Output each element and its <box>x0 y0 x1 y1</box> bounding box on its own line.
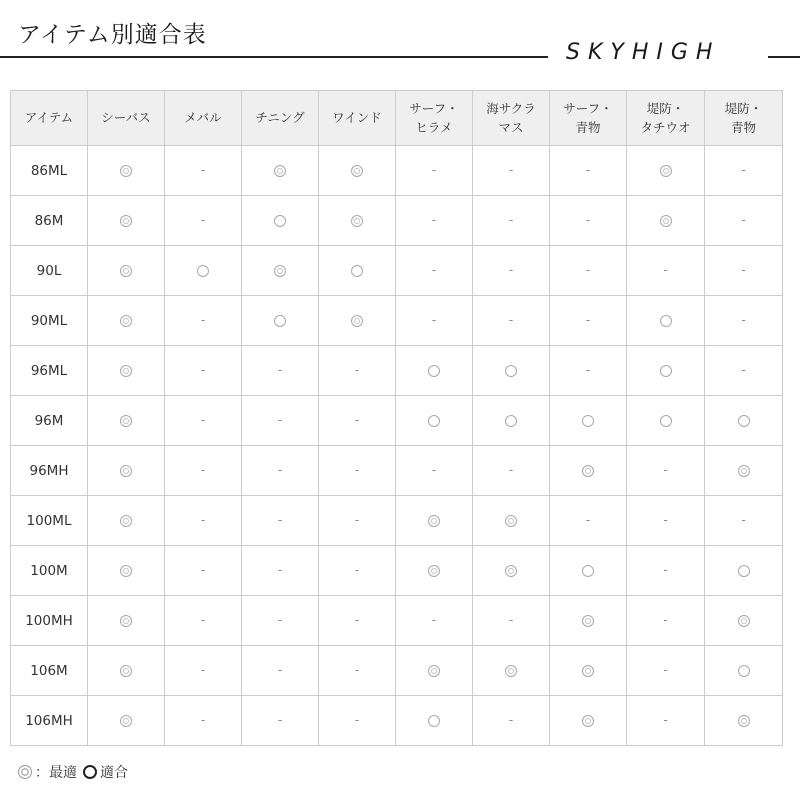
rating-cell <box>550 696 627 746</box>
best-fit-circle-icon <box>738 615 750 627</box>
fit-circle-icon <box>428 365 440 377</box>
not-applicable-dash: - <box>663 713 668 727</box>
table-row <box>11 396 783 446</box>
model-cell: 96M <box>11 396 88 446</box>
model-cell: 96MH <box>11 446 88 496</box>
best-fit-circle-icon <box>274 165 286 177</box>
not-applicable-dash: - <box>354 663 360 677</box>
not-applicable-dash: - <box>277 663 283 677</box>
rating-cell <box>88 596 165 646</box>
rating-cell <box>165 496 242 546</box>
title-divider <box>0 56 548 58</box>
rating-cell <box>705 246 783 296</box>
rating-cell <box>396 396 473 446</box>
rating-cell <box>550 246 627 296</box>
best-fit-circle-icon <box>660 215 672 227</box>
rating-cell <box>473 296 550 346</box>
best-fit-circle-icon <box>120 665 132 677</box>
rating-cell <box>88 546 165 596</box>
rating-cell <box>473 646 550 696</box>
model-cell: 86ML <box>11 146 88 196</box>
rating-cell <box>473 446 550 496</box>
rating-cell <box>88 396 165 446</box>
rating-cell <box>319 296 396 346</box>
fit-circle-icon <box>582 565 594 577</box>
rating-cell <box>88 246 165 296</box>
rating-cell <box>242 396 319 446</box>
model-cell: 90L <box>11 246 88 296</box>
best-fit-circle-icon <box>120 465 132 477</box>
fit-circle-icon <box>738 565 750 577</box>
rating-cell <box>165 446 242 496</box>
header-cell: ワインド <box>319 91 396 146</box>
rating-cell <box>319 646 396 696</box>
not-applicable-dash: - <box>277 363 283 377</box>
not-applicable-dash: - <box>431 163 437 177</box>
rating-cell <box>396 596 473 646</box>
table-row <box>11 596 783 646</box>
rating-cell <box>88 346 165 396</box>
model-cell: 106MH <box>11 696 88 746</box>
rating-cell <box>550 346 627 396</box>
not-applicable-dash: - <box>663 613 668 627</box>
rating-cell <box>319 696 396 746</box>
table-row <box>11 146 783 196</box>
rating-cell <box>705 646 783 696</box>
rating-cell <box>319 596 396 646</box>
best-fit-circle-icon <box>120 315 132 327</box>
model-cell: 100MH <box>11 596 88 646</box>
legend <box>18 762 128 782</box>
not-applicable-dash: - <box>431 463 437 477</box>
rating-cell <box>88 446 165 496</box>
not-applicable-dash: - <box>200 163 206 177</box>
table-row <box>11 546 783 596</box>
rating-cell <box>550 396 627 446</box>
rating-cell <box>705 446 783 496</box>
rating-cell <box>627 346 705 396</box>
header-cell: 堤防・ 青物 <box>705 91 783 146</box>
not-applicable-dash: - <box>663 563 668 577</box>
fit-circle-icon <box>428 715 440 727</box>
fit-circle-icon <box>660 415 672 427</box>
rating-cell <box>242 596 319 646</box>
table-row <box>11 446 783 496</box>
rating-cell <box>473 546 550 596</box>
not-applicable-dash: - <box>354 613 360 627</box>
rating-cell <box>473 596 550 646</box>
not-applicable-dash: - <box>585 313 591 327</box>
rating-cell <box>396 496 473 546</box>
fit-circle-icon <box>738 415 750 427</box>
not-applicable-dash: - <box>508 313 514 327</box>
table-row <box>11 646 783 696</box>
not-applicable-dash: - <box>354 513 360 527</box>
rating-cell <box>242 646 319 696</box>
not-applicable-dash: - <box>354 563 360 577</box>
fit-circle-icon <box>660 365 672 377</box>
not-applicable-dash: - <box>277 463 283 477</box>
rating-cell <box>550 446 627 496</box>
fit-circle-icon <box>582 415 594 427</box>
best-fit-circle-icon <box>582 665 594 677</box>
fit-circle-icon <box>274 215 286 227</box>
rating-cell <box>473 346 550 396</box>
rating-cell <box>88 196 165 246</box>
best-fit-circle-icon <box>505 515 517 527</box>
rating-cell <box>319 446 396 496</box>
not-applicable-dash: - <box>741 313 746 327</box>
not-applicable-dash: - <box>431 313 437 327</box>
not-applicable-dash: - <box>585 163 591 177</box>
rating-cell <box>550 546 627 596</box>
rating-cell <box>319 146 396 196</box>
rating-cell <box>165 396 242 446</box>
rating-cell <box>165 596 242 646</box>
best-fit-circle-icon <box>120 265 132 277</box>
rating-cell <box>705 596 783 646</box>
rating-cell <box>627 496 705 546</box>
brand-logo: SKYHIGH <box>566 40 721 65</box>
rating-cell <box>165 646 242 696</box>
best-fit-circle-icon <box>18 765 32 779</box>
not-applicable-dash: - <box>663 263 668 277</box>
table-row <box>11 496 783 546</box>
rating-cell <box>473 496 550 546</box>
fit-circle-icon <box>351 265 363 277</box>
not-applicable-dash: - <box>663 513 668 527</box>
rating-cell <box>242 346 319 396</box>
not-applicable-dash: - <box>663 463 668 477</box>
rating-cell <box>165 296 242 346</box>
rating-cell <box>396 296 473 346</box>
rating-cell <box>396 246 473 296</box>
rating-cell <box>242 146 319 196</box>
rating-cell <box>473 396 550 446</box>
best-fit-circle-icon <box>120 515 132 527</box>
not-applicable-dash: - <box>200 563 206 577</box>
fit-circle-icon <box>83 765 97 779</box>
header-cell: アイテム <box>11 91 88 146</box>
rating-cell <box>705 346 783 396</box>
not-applicable-dash: - <box>508 463 514 477</box>
rating-cell <box>242 446 319 496</box>
rating-cell <box>165 546 242 596</box>
not-applicable-dash: - <box>200 613 206 627</box>
rating-cell <box>550 646 627 696</box>
rating-cell <box>627 396 705 446</box>
rating-cell <box>319 346 396 396</box>
rating-cell <box>550 496 627 546</box>
fit-circle-icon <box>505 365 517 377</box>
model-cell: 100ML <box>11 496 88 546</box>
model-cell: 106M <box>11 646 88 696</box>
rating-cell <box>396 196 473 246</box>
rating-cell <box>473 196 550 246</box>
fit-circle-icon <box>738 665 750 677</box>
table-header-row <box>11 91 783 146</box>
table-row <box>11 196 783 246</box>
rating-cell <box>627 696 705 746</box>
rating-cell <box>88 146 165 196</box>
not-applicable-dash: - <box>200 313 206 327</box>
rating-cell <box>88 296 165 346</box>
rating-cell <box>473 696 550 746</box>
not-applicable-dash: - <box>200 363 206 377</box>
best-fit-circle-icon <box>582 615 594 627</box>
best-fit-circle-icon <box>582 465 594 477</box>
rating-cell <box>550 146 627 196</box>
best-fit-circle-icon <box>582 715 594 727</box>
best-fit-circle-icon <box>120 615 132 627</box>
fit-circle-icon <box>274 315 286 327</box>
header-cell: 堤防・ タチウオ <box>627 91 705 146</box>
rating-cell <box>242 246 319 296</box>
legend-best-label: ：最適 <box>35 765 77 781</box>
best-fit-circle-icon <box>428 515 440 527</box>
rating-cell <box>705 296 783 346</box>
rating-cell <box>550 296 627 346</box>
brand-divider <box>768 56 800 58</box>
not-applicable-dash: - <box>277 413 283 427</box>
not-applicable-dash: - <box>277 713 283 727</box>
rating-cell <box>396 146 473 196</box>
compatibility-table <box>10 90 783 746</box>
rating-cell <box>242 296 319 346</box>
rating-cell <box>627 596 705 646</box>
best-fit-circle-icon <box>428 665 440 677</box>
rating-cell <box>627 196 705 246</box>
not-applicable-dash: - <box>508 613 514 627</box>
model-cell: 96ML <box>11 346 88 396</box>
not-applicable-dash: - <box>277 563 283 577</box>
table-row <box>11 296 783 346</box>
best-fit-circle-icon <box>120 215 132 227</box>
best-fit-circle-icon <box>738 465 750 477</box>
rating-cell <box>550 596 627 646</box>
model-cell: 90ML <box>11 296 88 346</box>
not-applicable-dash: - <box>354 713 360 727</box>
rating-cell <box>627 646 705 696</box>
rating-cell <box>242 496 319 546</box>
rating-cell <box>165 146 242 196</box>
not-applicable-dash: - <box>200 513 206 527</box>
not-applicable-dash: - <box>585 513 591 527</box>
rating-cell <box>242 546 319 596</box>
not-applicable-dash: - <box>508 213 514 227</box>
header-cell: サーフ・ ヒラメ <box>396 91 473 146</box>
not-applicable-dash: - <box>741 363 746 377</box>
rating-cell <box>473 146 550 196</box>
not-applicable-dash: - <box>354 413 360 427</box>
fit-circle-icon <box>660 315 672 327</box>
best-fit-circle-icon <box>120 715 132 727</box>
rating-cell <box>473 246 550 296</box>
model-cell: 100M <box>11 546 88 596</box>
not-applicable-dash: - <box>741 213 746 227</box>
rating-cell <box>165 696 242 746</box>
not-applicable-dash: - <box>431 613 437 627</box>
best-fit-circle-icon <box>505 565 517 577</box>
not-applicable-dash: - <box>277 613 283 627</box>
rating-cell <box>396 546 473 596</box>
best-fit-circle-icon <box>120 165 132 177</box>
not-applicable-dash: - <box>741 163 746 177</box>
rating-cell <box>705 196 783 246</box>
not-applicable-dash: - <box>354 463 360 477</box>
best-fit-circle-icon <box>351 215 363 227</box>
rating-cell <box>319 546 396 596</box>
rating-cell <box>88 496 165 546</box>
rating-cell <box>242 696 319 746</box>
best-fit-circle-icon <box>351 165 363 177</box>
best-fit-circle-icon <box>120 365 132 377</box>
rating-cell <box>319 246 396 296</box>
best-fit-circle-icon <box>738 715 750 727</box>
legend-ok-label: 適合 <box>100 765 128 781</box>
not-applicable-dash: - <box>585 363 591 377</box>
table-row <box>11 346 783 396</box>
not-applicable-dash: - <box>200 463 206 477</box>
header-cell: 海サクラ マス <box>473 91 550 146</box>
not-applicable-dash: - <box>663 663 668 677</box>
best-fit-circle-icon <box>120 415 132 427</box>
rating-cell <box>705 496 783 546</box>
fit-circle-icon <box>505 415 517 427</box>
not-applicable-dash: - <box>508 163 514 177</box>
rating-cell <box>396 696 473 746</box>
rating-cell <box>242 196 319 246</box>
best-fit-circle-icon <box>274 265 286 277</box>
rating-cell <box>319 496 396 546</box>
best-fit-circle-icon <box>428 565 440 577</box>
not-applicable-dash: - <box>277 513 283 527</box>
not-applicable-dash: - <box>508 713 514 727</box>
table-row <box>11 246 783 296</box>
rating-cell <box>627 296 705 346</box>
rating-cell <box>396 346 473 396</box>
not-applicable-dash: - <box>508 263 514 277</box>
rating-cell <box>627 546 705 596</box>
not-applicable-dash: - <box>431 213 437 227</box>
rating-cell <box>550 196 627 246</box>
not-applicable-dash: - <box>200 213 206 227</box>
rating-cell <box>88 646 165 696</box>
not-applicable-dash: - <box>200 413 206 427</box>
header-cell: チニング <box>242 91 319 146</box>
best-fit-circle-icon <box>660 165 672 177</box>
fit-circle-icon <box>428 415 440 427</box>
rating-cell <box>627 146 705 196</box>
rating-cell <box>165 246 242 296</box>
rating-cell <box>705 696 783 746</box>
best-fit-circle-icon <box>120 565 132 577</box>
rating-cell <box>165 196 242 246</box>
not-applicable-dash: - <box>585 213 591 227</box>
not-applicable-dash: - <box>354 363 360 377</box>
not-applicable-dash: - <box>741 263 746 277</box>
rating-cell <box>627 446 705 496</box>
table-row <box>11 696 783 746</box>
header-cell: シーバス <box>88 91 165 146</box>
not-applicable-dash: - <box>585 263 591 277</box>
model-cell: 86M <box>11 196 88 246</box>
header-cell: サーフ・ 青物 <box>550 91 627 146</box>
not-applicable-dash: - <box>741 513 746 527</box>
rating-cell <box>319 196 396 246</box>
not-applicable-dash: - <box>200 713 206 727</box>
best-fit-circle-icon <box>351 315 363 327</box>
not-applicable-dash: - <box>431 263 437 277</box>
best-fit-circle-icon <box>505 665 517 677</box>
rating-cell <box>319 396 396 446</box>
rating-cell <box>627 246 705 296</box>
rating-cell <box>705 396 783 446</box>
rating-cell <box>165 346 242 396</box>
fit-circle-icon <box>197 265 209 277</box>
rating-cell <box>396 646 473 696</box>
not-applicable-dash: - <box>200 663 206 677</box>
rating-cell <box>705 146 783 196</box>
rating-cell <box>396 446 473 496</box>
rating-cell <box>705 546 783 596</box>
header-cell: メバル <box>165 91 242 146</box>
rating-cell <box>88 696 165 746</box>
page-title: アイテム別適合表 <box>18 22 207 48</box>
